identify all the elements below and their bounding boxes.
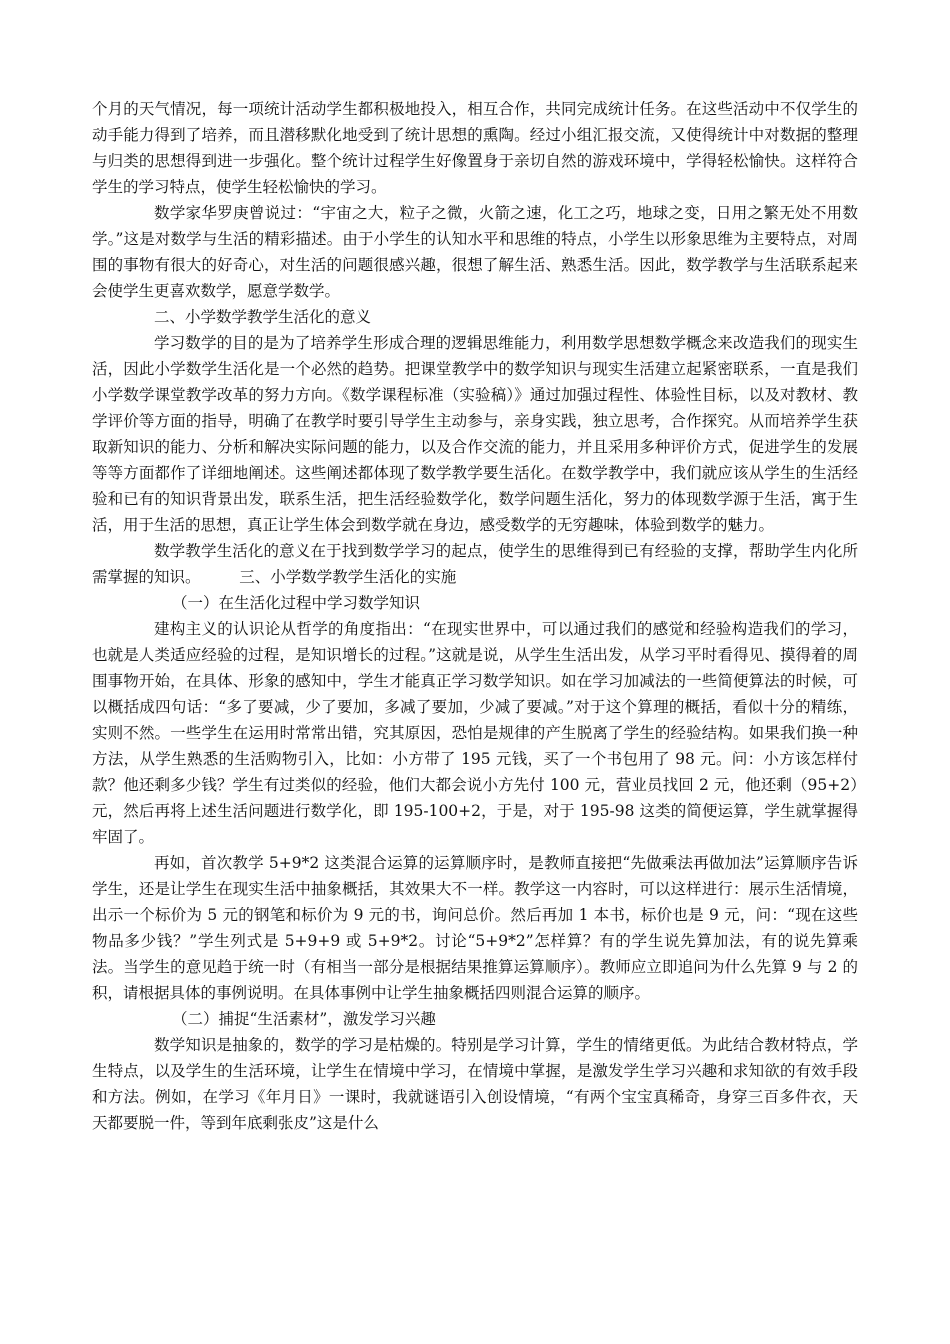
- body-paragraph: 再如，首次教学 5+9*2 这类混合运算的运算顺序时，是教师直接把“先做乘法再做加法”运算顺序告诉学生，还是让学生在现实生活中抽象概括，其效果大不一样。教学这一内容时，可以这样进行：展示生活情境，出示一个标价为 5 元的钢笔和标价为 9 元的书，询问总价。然后再加 1 本书，标价也是 9 元，问：“现在这些物品多少钱？”学生列式是 5+9+9 或 5+9*2。讨论“5+9*2”怎样算？有的学生说先算加法，有的说先算乘法。当学生的意见趋于统一时（有相当一部分是根据结果推算运算顺序）。教师应立即追问为什么先算 9 与 2 的积，请根据具体的事例说明。在具体事例中让学生抽象概括四则混合运算的顺序。: [92, 854, 858, 1002]
- document-page: [92, 96, 858, 1136]
- body-paragraph: 数学知识是抽象的，数学的学习是枯燥的。特别是学习计算，学生的情绪更低。为此结合教材特点，学生特点，以及学生的生活环境，让学生在情境中学习，在情境中掌握，是激发学生学习兴趣和求知欲的有效手段和方法。例如，在学习《年月日》一课时，我就谜语引入创设情境，“有两个宝宝真稀奇，身穿三百多件衣，天天都要脱一件，等到年底剩张皮”这是什么: [92, 1036, 858, 1132]
- body-paragraph: 数学教学生活化的意义在于找到数学学习的起点，使学生的思维得到已有经验的支撑，帮助学生内化所需掌握的知识。 三、小学数学教学生活化的实施: [92, 542, 858, 586]
- section-heading: 二、小学数学教学生活化的意义: [154, 308, 372, 326]
- body-paragraph: 个月的天气情况，每一项统计活动学生都积极地投入，相互合作，共同完成统计任务。在这些活动中不仅学生的动手能力得到了培养，而且潜移默化地受到了统计思想的熏陶。经过小组汇报交流，又使得统计中对数据的整理与归类的思想得到进一步强化。整个统计过程学生好像置身于亲切自然的游戏环境中，学得轻松愉快。这样符合学生的学习特点，使学生轻松愉快的学习。: [92, 100, 858, 196]
- subsection-heading: （二）捕捉“生活素材”，激发学习兴趣: [172, 1010, 436, 1028]
- body-paragraph: 数学家华罗庚曾说过：“宇宙之大，粒子之微，火箭之速，化工之巧，地球之变，日用之繁无处不用数学。”这是对数学与生活的精彩描述。由于小学生的认知水平和思维的特点，小学生以形象思维为主要特点，对周围的事物有很大的好奇心，对生活的问题很感兴趣，很想了解生活、熟悉生活。因此，数学教学与生活联系起来会使学生更喜欢数学，愿意学数学。: [92, 204, 858, 300]
- body-paragraph: 建构主义的认识论从哲学的角度指出：“在现实世界中，可以通过我们的感觉和经验构造我们的学习，也就是人类适应经验的过程，是知识增长的过程。”这就是说，从学生生活出发，从学习平时看得见、摸得着的周围事物开始，在具体、形象的感知中，学生才能真正学习数学知识。如在学习加减法的一些简便算法的时候，可以概括成四句话：“多了要减，少了要加，多减了要加，少减了要减。”对于这个算理的概括，看似十分的精练，实则不然。一些学生在运用时常常出错，究其原因，恐怕是规律的产生脱离了学生的经验结构。如果我们换一种方法，从学生熟悉的生活购物引入，比如：小方带了 195 元钱，买了一个书包用了 98 元。问：小方该怎样付款？他还剩多少钱？学生有过类似的经验，他们大都会说小方先付 100 元，营业员找回 2 元，他还剩（95+2）元，然后再将上述生活问题进行数学化，即 195-100+2，于是，对于 195-98 这类的简便运算，学生就掌握得牢固了。: [92, 620, 858, 846]
- body-paragraph: 学习数学的目的是为了培养学生形成合理的逻辑思维能力，利用数学思想数学概念来改造我们的现实生活，因此小学数学生活化是一个必然的趋势。把课堂教学中的数学知识与现实生活建立起紧密联系，一直是我们小学数学课堂教学改革的努力方向。《数学课程标准（实验稿）》通过加强过程性、体验性目标，以及对教材、教学评价等方面的指导，明确了在教学时要引导学生主动参与，亲身实践，独立思考，合作探究。从而培养学生获取新知识的能力、分析和解决实际问题的能力，以及合作交流的能力，并且采用多种评价方式，促进学生的发展等等方面都作了详细地阐述。这些阐述都体现了数学教学要生活化。在数学教学中，我们就应该从学生的生活经验和已有的知识背景出发，联系生活，把生活经验数学化，数学问题生活化，努力的体现数学源于生活，寓于生活，用于生活的思想，真正让学生体会到数学就在身边，感受数学的无穷趣味，体验到数学的魅力。: [92, 334, 858, 534]
- subsection-heading: （一）在生活化过程中学习数学知识: [172, 594, 421, 612]
